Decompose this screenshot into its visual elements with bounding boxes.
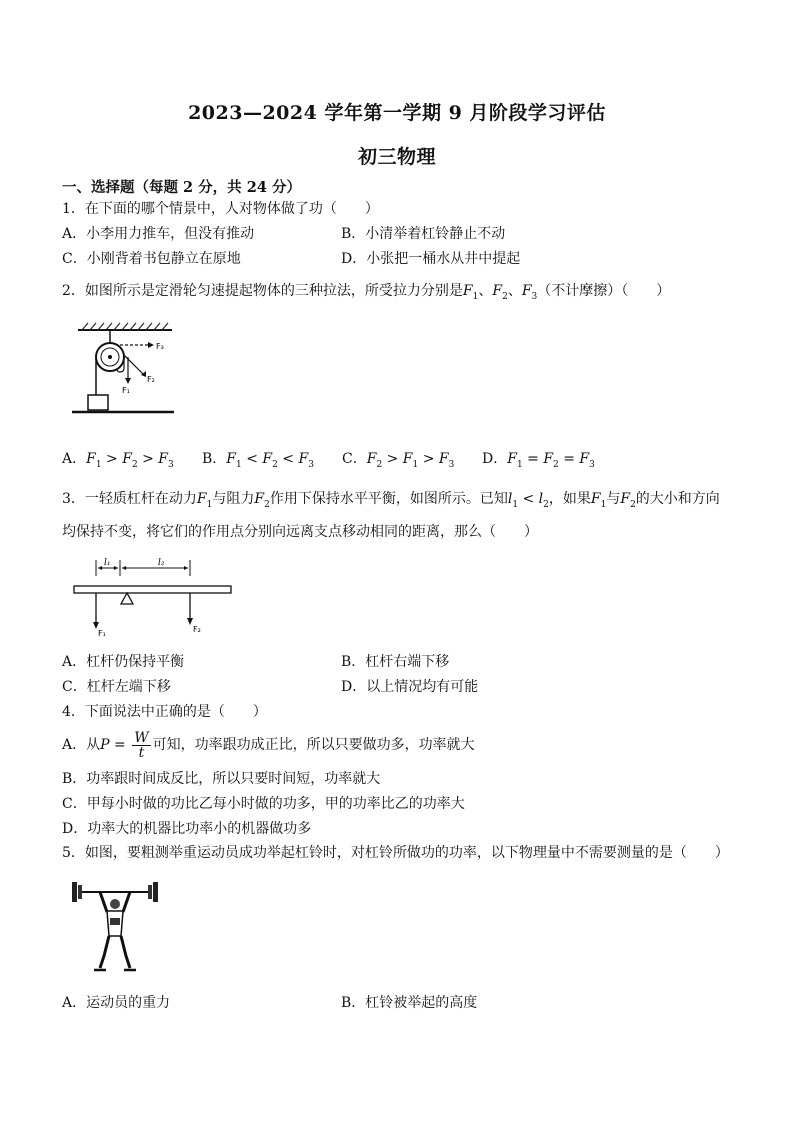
weightlifter-figure — [70, 878, 160, 978]
q1-option-c: C．小刚背着书包静立在原地 — [62, 251, 241, 267]
q3-option-b: B．杠杆右端下移 — [341, 654, 450, 670]
q4-option-d: D．功率大的机器比功率小的机器做功多 — [62, 821, 312, 837]
pulley-label-f1: F₁ — [122, 386, 130, 395]
q2-option-b: B．$F_1 < F_2 < F_3$ — [202, 451, 314, 470]
q4-stem: 4．下面说法中正确的是（ ） — [62, 704, 267, 720]
q2-stem: 2．如图所示是定滑轮匀速提起物体的三种拉法，所受拉力分别是$F_1$、$F_2$、$F_3$（不计摩擦）（ ） — [62, 283, 671, 302]
lever-label-l1: l₁ — [104, 558, 111, 568]
q5-option-a: A．运动员的重力 — [62, 995, 171, 1011]
lever-figure — [70, 556, 235, 638]
lever-label-f2: F₂ — [193, 625, 201, 634]
q4-option-c: C．甲每小时做的功比乙每小时做的功多，甲的功率比乙的功率大 — [62, 796, 465, 812]
q2-option-a: A．$F_1 > F_2 > F_3$ — [62, 451, 174, 470]
q5-option-b: B．杠铃被举起的高度 — [341, 995, 478, 1011]
q5-stem: 5．如图，要粗测举重运动员成功举起杠铃时，对杠铃所做功的功率，以下物理量中不需要测量的是（ ） — [62, 845, 729, 861]
pulley-label-f2: F₂ — [147, 375, 155, 384]
q3-stem-line1: 3．一轻质杠杆在动力$F_1$与阻力$F_2$作用下保持水平平衡，如图所示。已知$l_1 < l_2$，如果$F_1$与$F_2$的大小和方向 — [62, 491, 720, 510]
q2-option-d: D．$F_1 = F_2 = F_3$ — [482, 451, 595, 470]
q1-stem: 1．在下面的哪个情景中，人对物体做了功（ ） — [62, 201, 379, 217]
q4-option-b: B．功率跟时间成反比，所以只要时间短，功率就大 — [62, 771, 381, 787]
q2-option-c: C．$F_2 > F_1 > F_3$ — [342, 451, 455, 470]
q1-option-a: A．小李用力推车，但没有推动 — [62, 226, 255, 242]
lever-label-l2: l₂ — [158, 558, 165, 568]
exam-subject: 初三物理 — [357, 146, 436, 168]
q1-option-d: D．小张把一桶水从井中提起 — [341, 251, 521, 267]
pulley-figure — [70, 320, 180, 420]
pulley-label-f3: F₃ — [156, 342, 164, 351]
lever-label-f1: F₁ — [98, 629, 106, 638]
exam-title: 2023—2024 学年第一学期 9 月阶段学习评估 — [188, 102, 606, 124]
section-heading: 一、选择题（每题 2 分，共 24 分） — [62, 179, 301, 196]
q3-option-a: A．杠杆仍保持平衡 — [62, 654, 185, 670]
q4-option-a: A．从P = $\frac{W}{t}$ 可知，功率跟功成正比，所以只要做功多，功率就大 — [62, 729, 475, 761]
q3-stem-line2: 均保持不变，将它们的作用点分别向远离支点移动相同的距离，那么（ ） — [62, 524, 538, 540]
q3-option-d: D．以上情况均有可能 — [341, 679, 479, 695]
q1-option-b: B．小清举着杠铃静止不动 — [341, 226, 506, 242]
q3-option-c: C．杠杆左端下移 — [62, 679, 171, 695]
